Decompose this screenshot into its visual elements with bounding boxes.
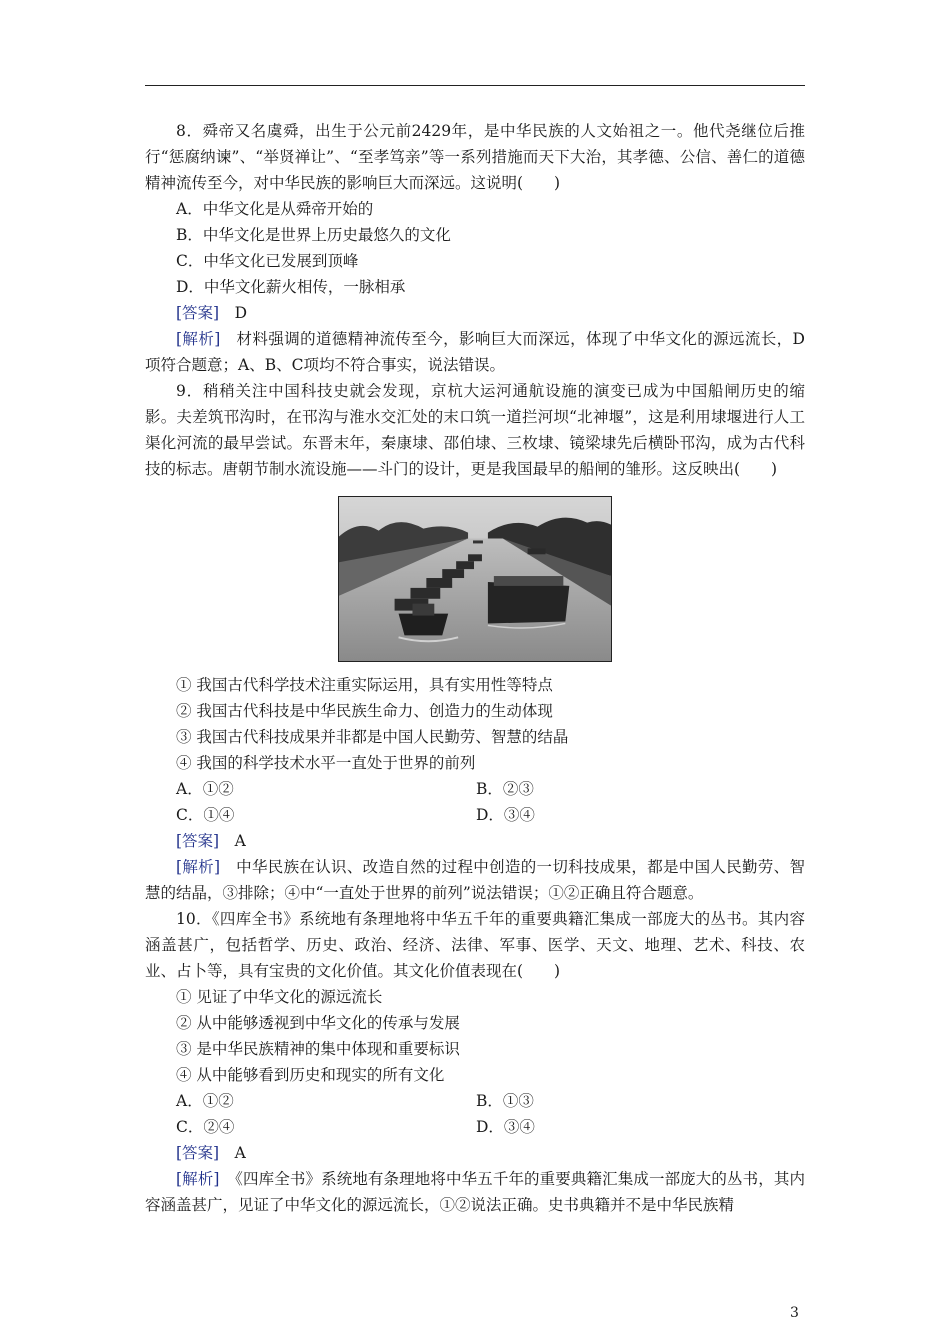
q10-option-c: C．②④ <box>176 1118 235 1136</box>
q10-options-row-1 <box>145 1088 805 1114</box>
q8-answer <box>145 300 805 326</box>
q10-stem: 10．《四库全书》系统地有条理地将中华五千年的重要典籍汇集成一部庞大的丛书。其内容涵盖甚广，包括哲学、历史、政治、经济、法律、军事、医学、天文、地理、艺术、科技、农业、占卜等，具有宝贵的文化价值。其文化价值表现在( ) <box>145 910 805 980</box>
q9-options-row-1 <box>145 776 805 802</box>
canal-barges-image <box>339 497 611 661</box>
q10-statement-2: ② 从中能够透视到中华文化的传承与发展 <box>176 1014 460 1032</box>
q8-answer-tag: [答案] <box>176 304 220 322</box>
q9-option-c: C．①④ <box>176 806 235 824</box>
q9-answer-value: A <box>234 832 246 850</box>
q8-analysis-text: 材料强调的道德精神流传至今，影响巨大而深远，体现了中华文化的源远流长，D项符合题意；A、B、C项均不符合事实，说法错误。 <box>145 330 805 374</box>
q10-analysis-text: 《四库全书》系统地有条理地将中华五千年的重要典籍汇集成一部庞大的丛书，其内容涵盖甚广，见证了中华文化的源远流长，①②说法正确。史书典籍并不是中华民族精 <box>145 1170 805 1214</box>
q9-statement-4: ④ 我国的科学技术水平一直处于世界的前列 <box>176 754 476 772</box>
q10-statement-4: ④ 从中能够看到历史和现实的所有文化 <box>176 1066 445 1084</box>
q10-option-d: D．③④ <box>476 1118 535 1136</box>
q9-option-b: B．②③ <box>476 780 534 798</box>
q9-option-a: A．①② <box>176 780 234 798</box>
q8-stem: 8．舜帝又名虞舜，出生于公元前2429年，是中华民族的人文始祖之一。他代尧继位后推行“惩腐纳谏”、“举贤禅让”、“至孝笃亲”等一系列措施而天下大治，其孝德、公信、善仁的道德精神流传至今，对中华民族的影响巨大而深远。这说明( ) <box>145 122 805 192</box>
q9-option-d: D．③④ <box>476 806 535 824</box>
q8-answer-value: D <box>234 304 248 322</box>
q9-statement-2: ② 我国古代科技是中华民族生命力、创造力的生动体现 <box>176 702 553 720</box>
q9-analysis-text: 中华民族在认识、改造自然的过程中创造的一切科技成果，都是中国人民勤劳、智慧的结晶，③排除；④中“一直处于世界的前列”说法错误；①②正确且符合题意。 <box>145 858 805 902</box>
q9-options-row-2 <box>145 802 805 828</box>
q10-statement-3: ③ 是中华民族精神的集中体现和重要标识 <box>176 1040 460 1058</box>
q9-answer-tag: [答案] <box>176 832 220 850</box>
q8-analysis-tag: [解析] <box>176 330 221 348</box>
q8-analysis <box>145 326 805 378</box>
q9-stem: 9．稍稍关注中国科技史就会发现，京杭大运河通航设施的演变已成为中国船闸历史的缩影。夫差筑邗沟时，在邗沟与淮水交汇处的末口筑一道拦河坝“北神堰”，这是利用埭堰进行人工渠化河流的最早尝试。东晋末年，秦康埭、邵伯埭、三枚埭、镜梁埭先后横卧邗沟，成为古代科技的标志。唐朝节制水流设施——斗门的设计，更是我国最早的船闸的雏形。这反映出( ) <box>145 382 805 478</box>
page-content <box>145 118 805 1218</box>
q10-options-row-2 <box>145 1114 805 1140</box>
q8-option-b: B．中华文化是世界上历史最悠久的文化 <box>176 226 451 244</box>
q9-analysis-tag: [解析] <box>176 858 221 876</box>
header-rule <box>145 85 805 86</box>
q10-statement-1: ① 见证了中华文化的源远流长 <box>176 988 383 1006</box>
page-number: 3 <box>790 1305 799 1321</box>
q10-answer <box>145 1140 805 1166</box>
q10-answer-value: A <box>234 1144 246 1162</box>
q10-analysis <box>145 1166 805 1218</box>
q10-analysis-tag: [解析] <box>176 1170 220 1188</box>
q9-statement-1: ① 我国古代科学技术注重实际运用，具有实用性等特点 <box>176 676 553 694</box>
canal-barges-photo <box>338 496 612 662</box>
q9-statement-3: ③ 我国古代科技成果并非都是中国人民勤劳、智慧的结晶 <box>176 728 569 746</box>
q9-answer <box>145 828 805 854</box>
q8-option-d: D．中华文化薪火相传，一脉相承 <box>176 278 406 296</box>
q10-option-a: A．①② <box>176 1092 234 1110</box>
q10-answer-tag: [答案] <box>176 1144 220 1162</box>
q9-analysis <box>145 854 805 906</box>
q8-option-a: A．中华文化是从舜帝开始的 <box>176 200 374 218</box>
q10-option-b: B．①③ <box>476 1092 534 1110</box>
q8-option-c: C．中华文化已发展到顶峰 <box>176 252 359 270</box>
